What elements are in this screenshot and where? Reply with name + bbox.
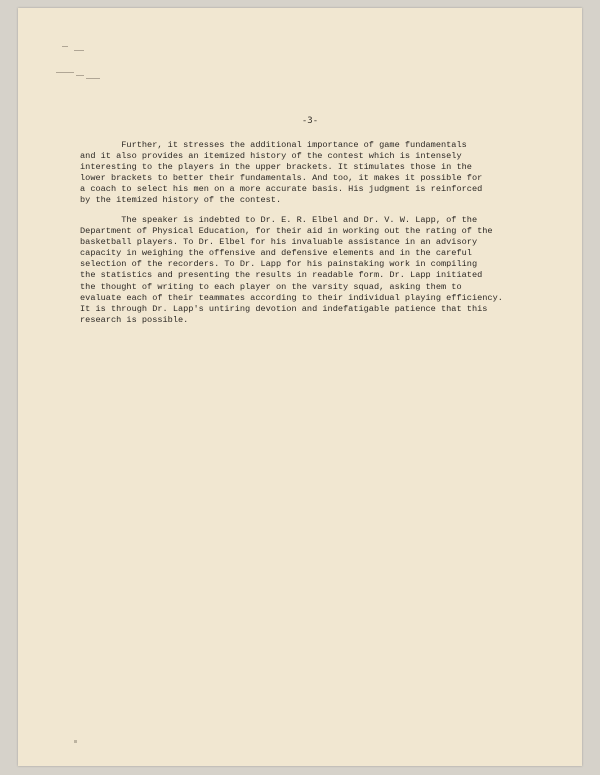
text-line: the statistics and presenting the results in readable form. Dr. Lapp initiated [80,270,483,281]
text-line: capacity in weighing the offensive and defensive elements and in the careful [80,248,472,259]
paragraph-fundamentals [80,140,560,207]
paragraph-acknowledgements [80,215,560,326]
text-line: interesting to the players in the upper brackets. It stimulates those in the [80,162,472,173]
text-line: the thought of writing to each player on the varsity squad, asking them to [80,281,462,292]
stray-mark [76,75,84,76]
text-line: evaluate each of their teammates according to their individual playing efficiency. [80,292,503,303]
stray-mark [74,740,77,743]
text-line: The speaker is indebted to Dr. E. R. Elbel and Dr. V. W. Lapp, of the [80,215,478,225]
text-line: lower brackets to better their fundamentals. And too, it makes it possible for [80,173,483,184]
text-line: by the itemized history of the contest. [80,195,282,206]
text-line: basketball players. To Dr. Elbel for his invaluable assistance in an advisory [80,237,478,248]
stray-mark [74,50,84,51]
text-line: selection of the recorders. To Dr. Lapp for his painstaking work in compiling [80,259,478,270]
text-line: Department of Physical Education, for their aid in working out the rating of the [80,226,493,237]
document-page [18,8,582,766]
stray-mark [62,46,68,47]
stray-mark [86,78,100,79]
text-line: Further, it stresses the additional importance of game fundamentals [80,140,467,150]
stray-mark [56,72,74,73]
page-number: -3- [301,116,319,126]
text-line: It is through Dr. Lapp's untiring devotion and indefatigable patience that this [80,303,488,314]
text-line: a coach to select his men on a more accurate basis. His judgment is reinforced [80,184,483,195]
text-line: and it also provides an itemized history of the contest which is intensely [80,151,462,162]
text-line: research is possible. [80,314,189,325]
